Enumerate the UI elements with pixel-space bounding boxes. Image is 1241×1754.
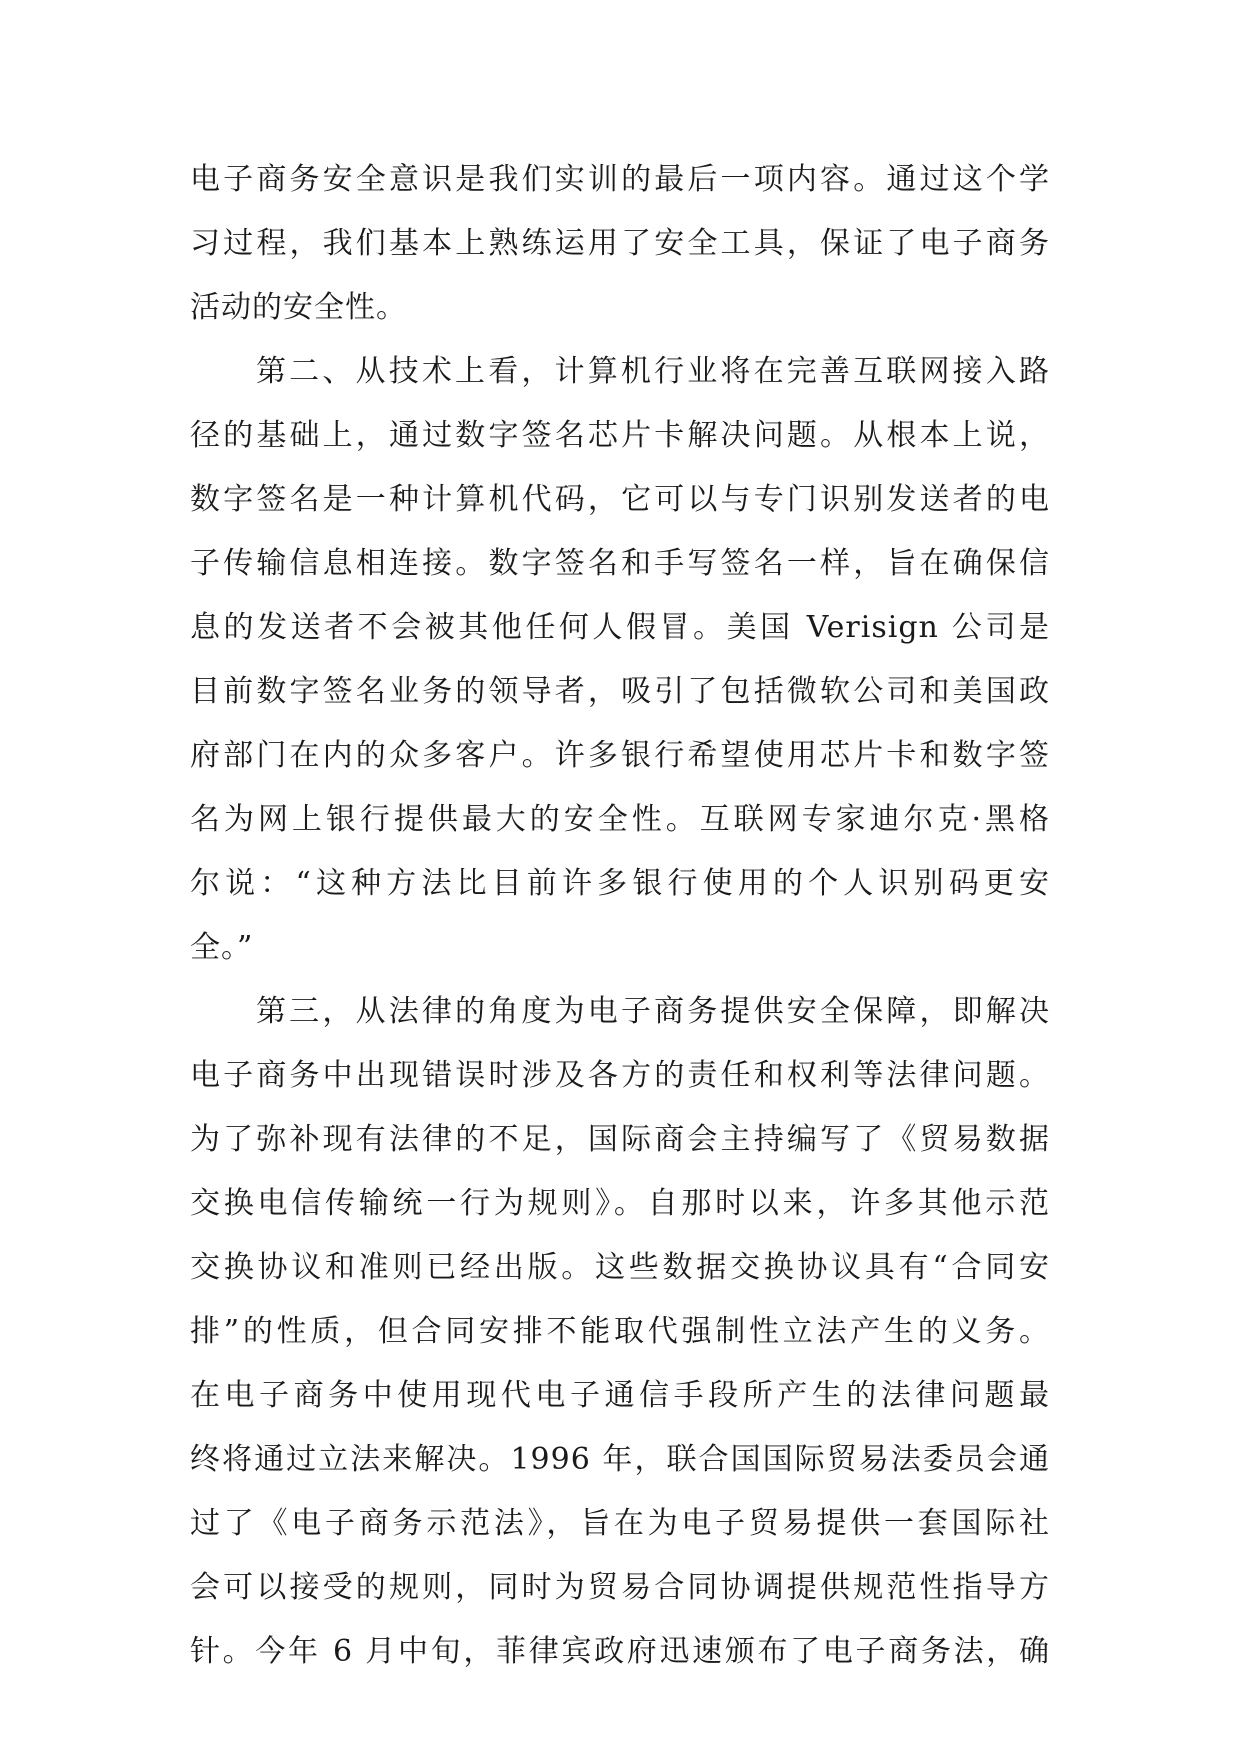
text-line: 第二、从技术上看，计算机行业将在完善互联网接入路: [256, 354, 1050, 389]
text-line: 交换电信传输统一行为规则》。自那时以来，许多其他示范: [190, 1186, 1050, 1221]
text-line: 活动的安全性。: [190, 290, 407, 325]
text-line: 交换协议和准则已经出版。这些数据交换协议具有“合同安: [190, 1250, 1050, 1285]
text-line: 名为网上银行提供最大的安全性。互联网专家迪尔克·黑格: [190, 802, 1050, 837]
text-line: 针。今年 6 月中旬，菲律宾政府迅速颁布了电子商务法，确: [190, 1634, 1050, 1669]
text-line: 息的发送者不会被其他任何人假冒。美国 Verisign 公司是: [190, 610, 1050, 645]
text-line: 习过程，我们基本上熟练运用了安全工具，保证了电子商务: [190, 226, 1050, 261]
text-line: 终将通过立法来解决。1996 年，联合国国际贸易法委员会通: [190, 1442, 1050, 1477]
text-line: 子传输信息相连接。数字签名和手写签名一样，旨在确保信: [190, 546, 1050, 581]
text-line: 电子商务安全意识是我们实训的最后一项内容。通过这个学: [190, 162, 1050, 197]
text-line: 全。”: [190, 930, 254, 965]
text-line: 过了《电子商务示范法》，旨在为电子贸易提供一套国际社: [190, 1506, 1050, 1541]
text-line: 为了弥补现有法律的不足，国际商会主持编写了《贸易数据: [190, 1122, 1050, 1157]
text-line: 径的基础上，通过数字签名芯片卡解决问题。从根本上说，: [190, 418, 1050, 453]
text-line: 府部门在内的众多客户。许多银行希望使用芯片卡和数字签: [190, 738, 1050, 773]
text-line: 目前数字签名业务的领导者，吸引了包括微软公司和美国政: [190, 674, 1050, 709]
text-line: 尔说：“这种方法比目前许多银行使用的个人识别码更安: [190, 866, 1050, 901]
text-line: 排”的性质，但合同安排不能取代强制性立法产生的义务。: [190, 1314, 1050, 1349]
body-text: [190, 148, 1050, 1684]
text-line: 电子商务中出现错误时涉及各方的责任和权利等法律问题。: [190, 1058, 1050, 1093]
text-line: 会可以接受的规则，同时为贸易合同协调提供规范性指导方: [190, 1570, 1050, 1605]
text-line: 数字签名是一种计算机代码，它可以与专门识别发送者的电: [190, 482, 1050, 517]
text-line: 第三，从法律的角度为电子商务提供安全保障，即解决: [256, 994, 1050, 1029]
text-line: 在电子商务中使用现代电子通信手段所产生的法律问题最: [190, 1378, 1050, 1413]
